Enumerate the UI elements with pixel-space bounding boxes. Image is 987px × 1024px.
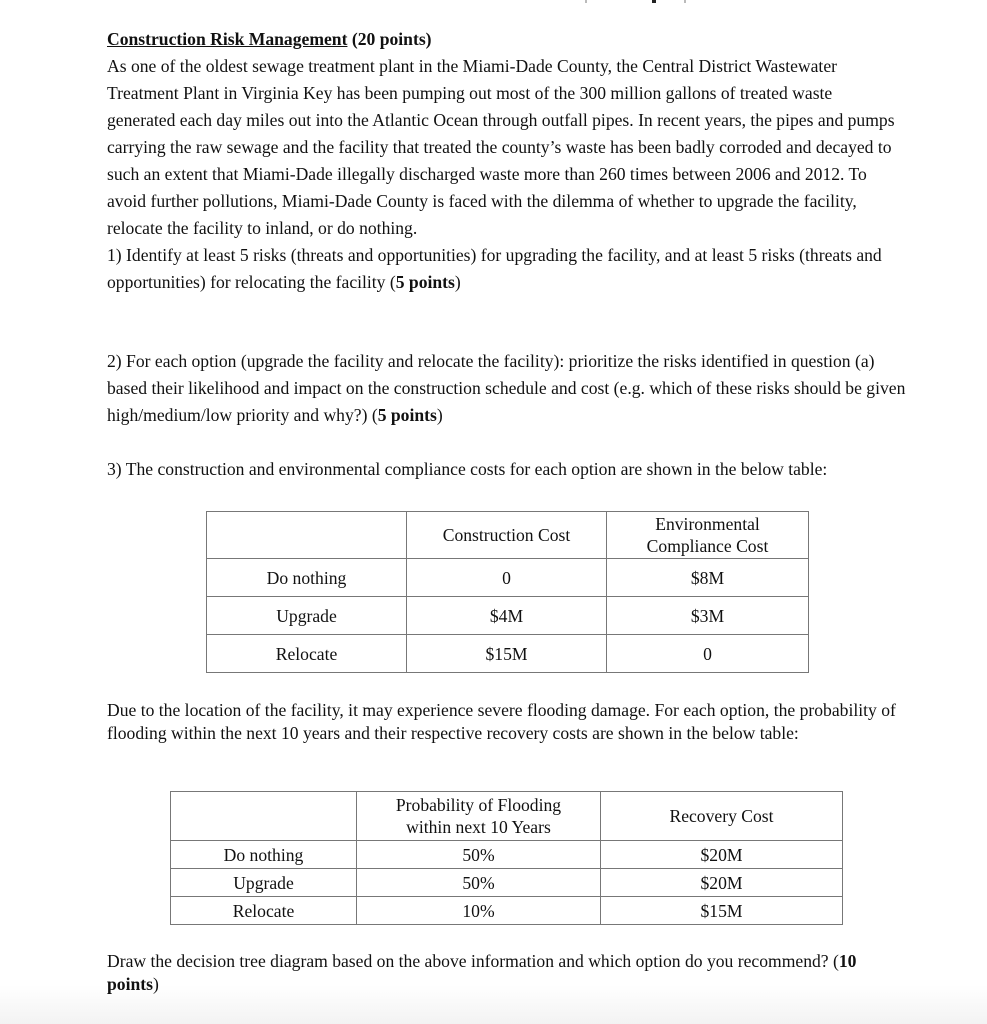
header-construction-cost: Construction Cost <box>407 512 607 559</box>
construction-cost-cell: 0 <box>407 559 607 597</box>
construction-cost-cell: $15M <box>407 635 607 673</box>
header-environmental-compliance-cost <box>607 512 809 559</box>
compliance-cost-cell: $8M <box>607 559 809 597</box>
table-row <box>171 897 843 925</box>
header-cell-empty <box>171 792 357 841</box>
header-line: Compliance Cost <box>646 536 769 556</box>
header-line: within next 10 Years <box>406 817 551 837</box>
document-body <box>107 26 907 296</box>
question-3 <box>107 456 907 483</box>
header-cell-empty <box>207 512 407 559</box>
paren: ( <box>389 272 396 292</box>
paren: ( <box>371 405 378 425</box>
flood-table <box>170 791 843 925</box>
compliance-cost-cell: $3M <box>607 597 809 635</box>
paren: ) <box>152 974 159 994</box>
flood-intro-paragraph: Due to the location of the facility, it may experience severe flooding damage. For each option, the probability of flooding within the next 10 years and their respective recovery costs are shown in the below table: <box>107 700 896 743</box>
final-question <box>107 950 907 996</box>
option-cell: Relocate <box>171 897 357 925</box>
table-row <box>207 597 809 635</box>
question-2-points: 5 points <box>377 405 437 425</box>
page-edge-mark <box>652 0 656 3</box>
header-line: Probability of Flooding <box>395 795 562 815</box>
header-recovery-cost: Recovery Cost <box>601 792 843 841</box>
recovery-cost-cell: $15M <box>601 897 843 925</box>
intro-paragraph: As one of the oldest sewage treatment plant in the Miami-Dade County, the Central District Wastewater Treatment Plant in Virginia Key has been pumping out most of the 300 million gallons of treated waste generated each day miles out into the Atlantic Ocean through outfall pipes. In recent years, the pipes and pumps carrying the raw sewage and the facility that treated the county’s waste has been badly corroded and decayed to such an extent that Miami-Dade illegally discharged waste more than 260 times between 2006 and 2012. To avoid further pollutions, Miami-Dade County is faced with the dilemma of whether to upgrade the facility, relocate the facility to inland, or do nothing. <box>107 56 895 238</box>
question-1-text: 1) Identify at least 5 risks (threats and opportunities) for upgrading the facility, and at least 5 risks (threats and opportunities) for relocating the facility <box>107 245 882 292</box>
paren: ( <box>833 951 839 971</box>
table-row <box>171 841 843 869</box>
question-1-points: 5 points <box>395 272 455 292</box>
probability-cell: 50% <box>357 869 601 897</box>
header-line: Environmental <box>655 514 760 534</box>
paren: ) <box>454 272 461 292</box>
paren: ) <box>436 405 443 425</box>
question-3-text: 3) The construction and environmental compliance costs for each option are shown in the below table: <box>107 459 828 479</box>
flood-table-header <box>171 792 843 841</box>
final-question-text: Draw the decision tree diagram based on the above information and which option do you recommend? <box>107 951 834 971</box>
page-edge-mark <box>684 0 686 3</box>
option-cell: Upgrade <box>171 869 357 897</box>
option-cell: Relocate <box>207 635 407 673</box>
cost-table-header <box>207 512 809 559</box>
section-title: Construction Risk Management <box>107 29 348 49</box>
question-2 <box>107 348 907 429</box>
probability-cell: 10% <box>357 897 601 925</box>
recovery-cost-cell: $20M <box>601 869 843 897</box>
section-heading <box>107 26 907 53</box>
option-cell: Do nothing <box>171 841 357 869</box>
header-flood-probability <box>357 792 601 841</box>
recovery-cost-cell: $20M <box>601 841 843 869</box>
cost-table <box>206 511 809 673</box>
option-cell: Do nothing <box>207 559 407 597</box>
probability-cell: 50% <box>357 841 601 869</box>
page-edge-mark <box>585 0 587 3</box>
table-row <box>207 559 809 597</box>
table-row <box>207 635 809 673</box>
question-2-text: 2) For each option (upgrade the facility and relocate the facility): prioritize the risks identified in question (a) based their likelihood and impact on the construction schedule and cost (e.g. which of these risks should be given high/medium/low priority and why?) <box>107 351 906 425</box>
option-cell: Upgrade <box>207 597 407 635</box>
final-question-points: 10 points <box>107 951 857 994</box>
table-row <box>171 869 843 897</box>
question-1 <box>107 242 897 296</box>
construction-cost-cell: $4M <box>407 597 607 635</box>
compliance-cost-cell: 0 <box>607 635 809 673</box>
section-points: (20 points) <box>351 29 432 49</box>
